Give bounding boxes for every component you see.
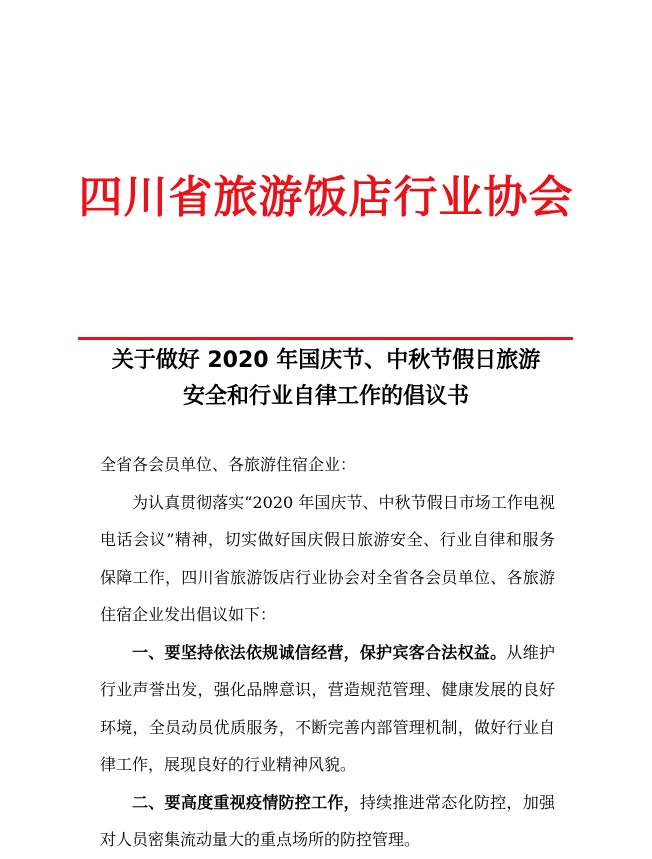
salutation: 全省各会员单位、各旅游住宿企业： [100, 455, 357, 474]
paragraph-point-1-lead: 一、要坚持依法依规诚信经营，保护宾客合法权益。 [132, 642, 507, 662]
document-title-line-1: 关于做好 2020 年国庆节、中秋节假日旅游 [111, 348, 541, 373]
organization-header: 四川省旅游饭店行业协会 [78, 172, 574, 223]
paragraph-intro [100, 484, 555, 634]
paragraph-point-2-text: 持续推进常态化防控，加强对人员密集流动量大的重点场所的防控管理。 [100, 792, 555, 849]
paragraph-point-2 [100, 784, 555, 859]
document-title-line-2: 安全和行业自律工作的倡议书 [182, 384, 469, 409]
paragraph-point-1 [100, 634, 555, 784]
paragraph-intro-text: 为认真贯彻落实“2020 年国庆节、中秋节假日市场工作电视电话会议”精神，切实做好国庆假日旅游安全、行业自律和服务保障工作，四川省旅游饭店行业协会对全省各会员单位、各旅游住宿企业发出倡议如下： [100, 492, 555, 624]
document-body [100, 446, 555, 859]
red-divider-line [78, 337, 573, 340]
paragraph-point-1-text: 从维护行业声誉出发，强化品牌意识，营造规范管理、健康发展的良好环境，全员动员优质服务，不断完善内部管理机制，做好行业自律工作，展现良好的行业精神风貌。 [100, 642, 555, 774]
paragraph-point-2-lead: 二、要高度重视疫情防控工作， [132, 792, 360, 812]
document-title [0, 343, 652, 415]
